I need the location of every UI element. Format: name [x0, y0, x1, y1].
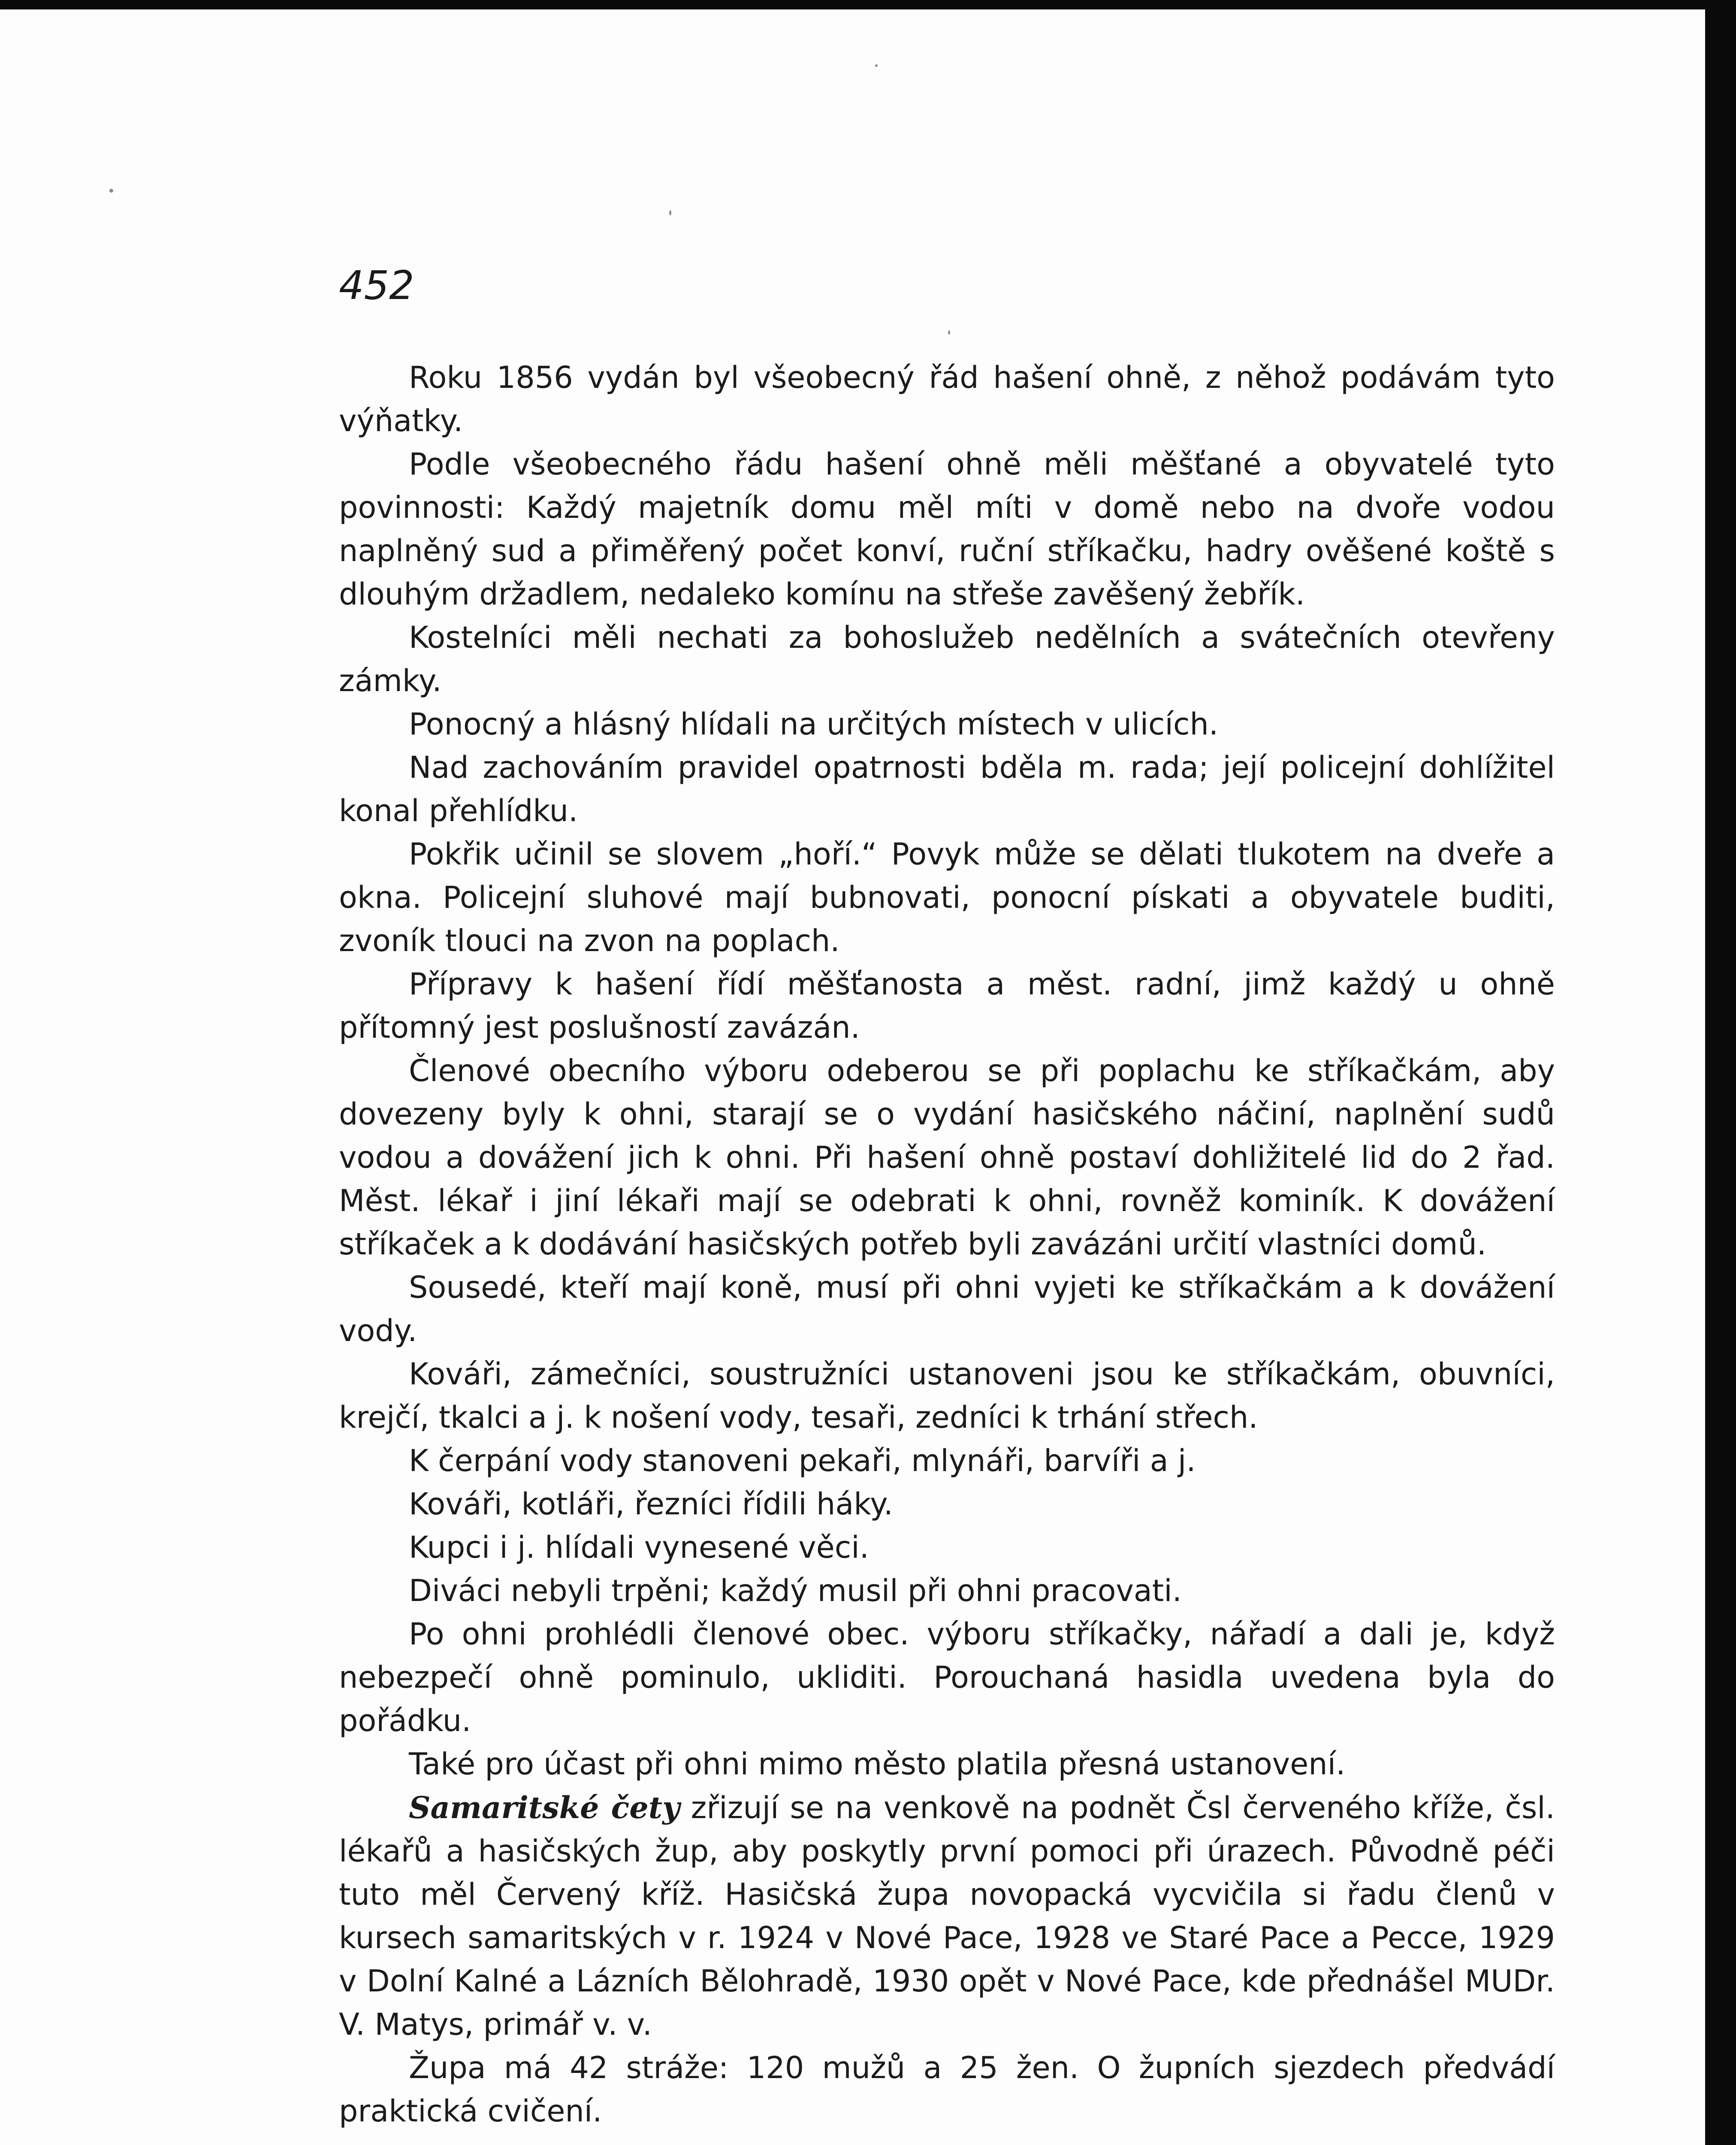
paragraph: Členové obecního výboru odeberou se při poplachu ke stříkačkám, aby dovezeny byly k ohni, starají se o vydání hasičského náčiní, naplnění sudů vodou a dovážení jich k ohni. Při hašení ohně postaví dohližitelé lid do 2 řad. Měst. lékař i jiní lékaři mají se odebrati k ohni, rovněž kominík. K dovážení stříkaček a k dodávání hasičských potřeb byli zavázáni určití vlastníci domů. [339, 1053, 1555, 1262]
samaritan-heading: Samaritské čety [409, 1790, 680, 1825]
scan-speck [875, 64, 878, 67]
paragraph: Také pro účast při ohni mimo město platila přesná ustanovení. [409, 1746, 1346, 1782]
paragraph: Nad zachováním pravidel opatrnosti bděla m. rada; její policejní dohlížitel konal přehlídku. [339, 750, 1555, 828]
paragraph: Diváci nebyli trpěni; každý musil při ohni pracovati. [409, 1573, 1182, 1608]
closing-paragraph: Župa má 42 stráže: 120 mužů a 25 žen. O župních sjezdech předvádí praktická cvičení. [339, 2050, 1555, 2129]
scan-speck [948, 330, 950, 335]
paragraph: Kováři, zámečníci, soustružníci ustanoveni jsou ke stříkačkám, obuvníci, krejčí, tkalci a j. k nošení vody, tesaři, zedníci k trhání střech. [339, 1356, 1555, 1435]
scan-speck [669, 210, 671, 215]
paragraph: Sousedé, kteří mají koně, musí při ohni vyjeti ke stříkačkám a k dovážení vody. [339, 1270, 1555, 1348]
samaritan-text: zřizují se na venkově na podnět Čsl červeného kříže, čsl. lékařů a hasičských žup, aby poskytly první pomoci při úrazech. Původně péči tuto měl Červený kříž. Hasičská župa novopacká vycvičila si řadu členů v kursech samaritských v r. 1924 v Nové Pace, 1928 ve Staré Pace a Pecce, 1929 v Dolní Kalné a Lázních Bělohradě, 1930 opět v Nové Pace, kde přednášel MUDr. V. Matys, primář v. v. [339, 1790, 1555, 2042]
scan-top-border [0, 0, 1736, 9]
page-number: 452 [339, 263, 414, 308]
paragraph: Roku 1856 vydán byl všeobecný řád hašení ohně, z něhož podávám tyto výňatky. [339, 360, 1555, 438]
paragraph: Pokřik učinil se slovem „hoří.“ Povyk může se dělati tlukotem na dveře a okna. Policejní sluhové mají bubnovati, ponocní pískati a obyvatele buditi, zvoník tlouci na zvon na poplach. [339, 837, 1555, 958]
paragraph: Po ohni prohlédli členové obec. výboru stříkačky, nářadí a dali je, když nebezpečí ohně pominulo, ukliditi. Porouchaná hasidla uvedena byla do pořádku. [339, 1616, 1555, 1738]
samaritan-paragraph [339, 1786, 1555, 2046]
paragraph: Podle všeobecného řádu hašení ohně měli měšťané a obyvatelé tyto povinnosti: Každý majetník domu měl míti v domě nebo na dvoře vodou naplněný sud a přiměřený počet konví, ruční stříkačku, hadry ověšené koště s dlouhým držadlem, nedaleko komínu na střeše zavěšený žebřík. [339, 447, 1555, 612]
paragraph: Kupci i j. hlídali vynesené věci. [409, 1530, 869, 1565]
scan-right-border [1705, 0, 1736, 2145]
paragraph: Kostelníci měli nechati za bohoslužeb nedělních a svátečních otevřeny zámky. [339, 620, 1555, 698]
paragraph: Kováři, kotláři, řezníci řídili háky. [409, 1486, 893, 1522]
paragraph: Přípravy k hašení řídí měšťanosta a měst. radní, jimž každý u ohně přítomný jest poslušností zavázán. [339, 967, 1555, 1045]
paragraph: Ponocný a hlásný hlídali na určitých místech v ulicích. [409, 707, 1219, 742]
paragraph: K čerpání vody stanoveni pekaři, mlynáři, barvíři a j. [409, 1443, 1196, 1478]
body-text [339, 356, 1555, 2133]
scan-speck [109, 189, 113, 193]
